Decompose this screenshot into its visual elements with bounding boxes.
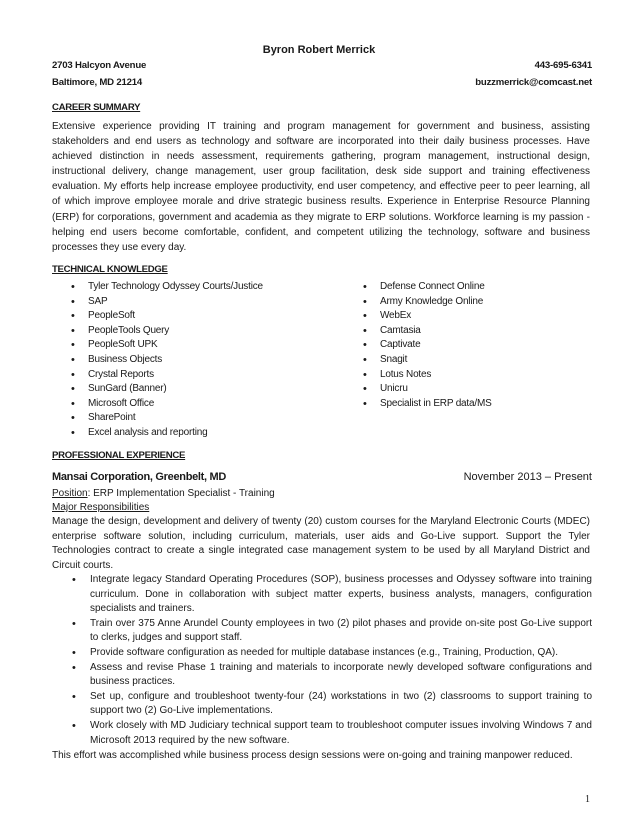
skill-item: • Microsoft Office [68,397,263,412]
technical-skills-left-list [68,280,263,441]
technical-skills-right-list [360,280,492,411]
duty-item: • Integrate legacy Standard Operating Procedures (SOP), business processes and Odyssey software into training curriculum. Done in collaboration with subject matter experts, business analysts, managers, configuration specialists and trainers. [72,573,592,617]
skill-item: • WebEx [360,309,492,324]
major-responsibilities-label: Major Responsibilities [52,502,150,513]
skill-item: • Defense Connect Online [360,280,492,295]
skill-item: • Tyler Technology Odyssey Courts/Justice [68,280,263,295]
contact-row-2 [52,77,592,88]
skill-item: • Crystal Reports [68,368,263,383]
skill-item: • Captivate [360,338,492,353]
position-title: : ERP Implementation Specialist - Training [87,488,275,499]
professional-experience-heading: PROFESSIONAL EXPERIENCE [52,450,186,461]
candidate-name: Byron Robert Merrick [262,44,376,56]
position-line [52,487,275,501]
skill-item: • Camtasia [360,324,492,339]
duty-item: • Train over 375 Anne Arundel County employees in two (2) pilot phases and provide on-site post Go-Live support to clerks, judges and support staff. [72,617,592,646]
skill-item: • Business Objects [68,353,263,368]
duty-item: • Provide software configuration as needed for multiple database instances (e.g., Training, Production, QA). [72,646,592,661]
skill-item: • Lotus Notes [360,368,492,383]
career-summary-heading: CAREER SUMMARY [52,102,141,113]
skill-item: • SharePoint [68,411,263,426]
skill-item: • Excel analysis and reporting [68,426,263,441]
phone-number: 443-695-6341 [534,60,592,71]
email-address: buzzmerrick@comcast.net [475,77,592,88]
address-line-2: Baltimore, MD 21214 [52,77,143,88]
job-closing-text: This effort was accomplished while business process design sessions were on-going and training manpower reduced. [52,750,573,761]
skill-item: • Army Knowledge Online [360,295,492,310]
employment-dates: November 2013 – Present [463,471,592,483]
duty-item: • Assess and revise Phase 1 training and materials to incorporate newly developed software configurations and business practices. [72,661,592,690]
technical-knowledge-heading: TECHNICAL KNOWLEDGE [52,264,168,275]
duty-item: • Set up, configure and troubleshoot twenty-four (24) workstations in two (2) classrooms to support training to support two (2) Go-Live implementations. [72,690,592,719]
duty-item: • Work closely with MD Judiciary technical support team to troubleshoot computer issues involving Windows 7 and Microsoft 2013 required by the new software. [72,719,592,748]
skill-item: • PeopleSoft [68,309,263,324]
skill-item: • SunGard (Banner) [68,382,263,397]
job-duties-list [72,573,592,748]
skill-item: • PeopleSoft UPK [68,338,263,353]
skill-item: • Snagit [360,353,492,368]
skill-item: • SAP [68,295,263,310]
skill-item: • Specialist in ERP data/MS [360,397,492,412]
skill-item: • PeopleTools Query [68,324,263,339]
page-number: 1 [585,794,590,805]
job-header [52,471,592,483]
address-line-1: 2703 Halcyon Avenue [52,60,147,71]
company-name: Mansai Corporation, Greenbelt, MD [52,471,227,483]
career-summary-text: Extensive experience providing IT training and program management for government and business, assisting stakeholders and end users as technology and software are incorporated into their daily business processes. Have achieved distinction in needs assessment, requirements gathering, program management, instructional design, instructional delivery, change management, user group facilitation, desk side support and training effectiveness evaluation. My efforts help increase employee productivity, end user competency, and effective peer to peer learning, all of which improve employee morale and drive strategic business results. Experience in Enterprise Resource Planning (ERP) for corporations, government and academia as they migrate to ERP solutions. Workforce learning is my passion - helping end users become comfortable, confident, and competent utilizing the technology, software and business processes they use every day. [52,121,590,253]
skill-item: • Unicru [360,382,492,397]
position-label: Position [52,488,88,499]
job-intro-text: Manage the design, development and delivery of twenty (20) custom courses for the Maryland Electronic Courts (MDEC) enterprise software solution, including curriculum, materials, user aids and Go-Live support. Support the Tyler Technologies contract to create a single integrated case management system to be used by all Maryland District and Circuit courts. [52,516,590,571]
contact-row-1 [52,60,592,71]
